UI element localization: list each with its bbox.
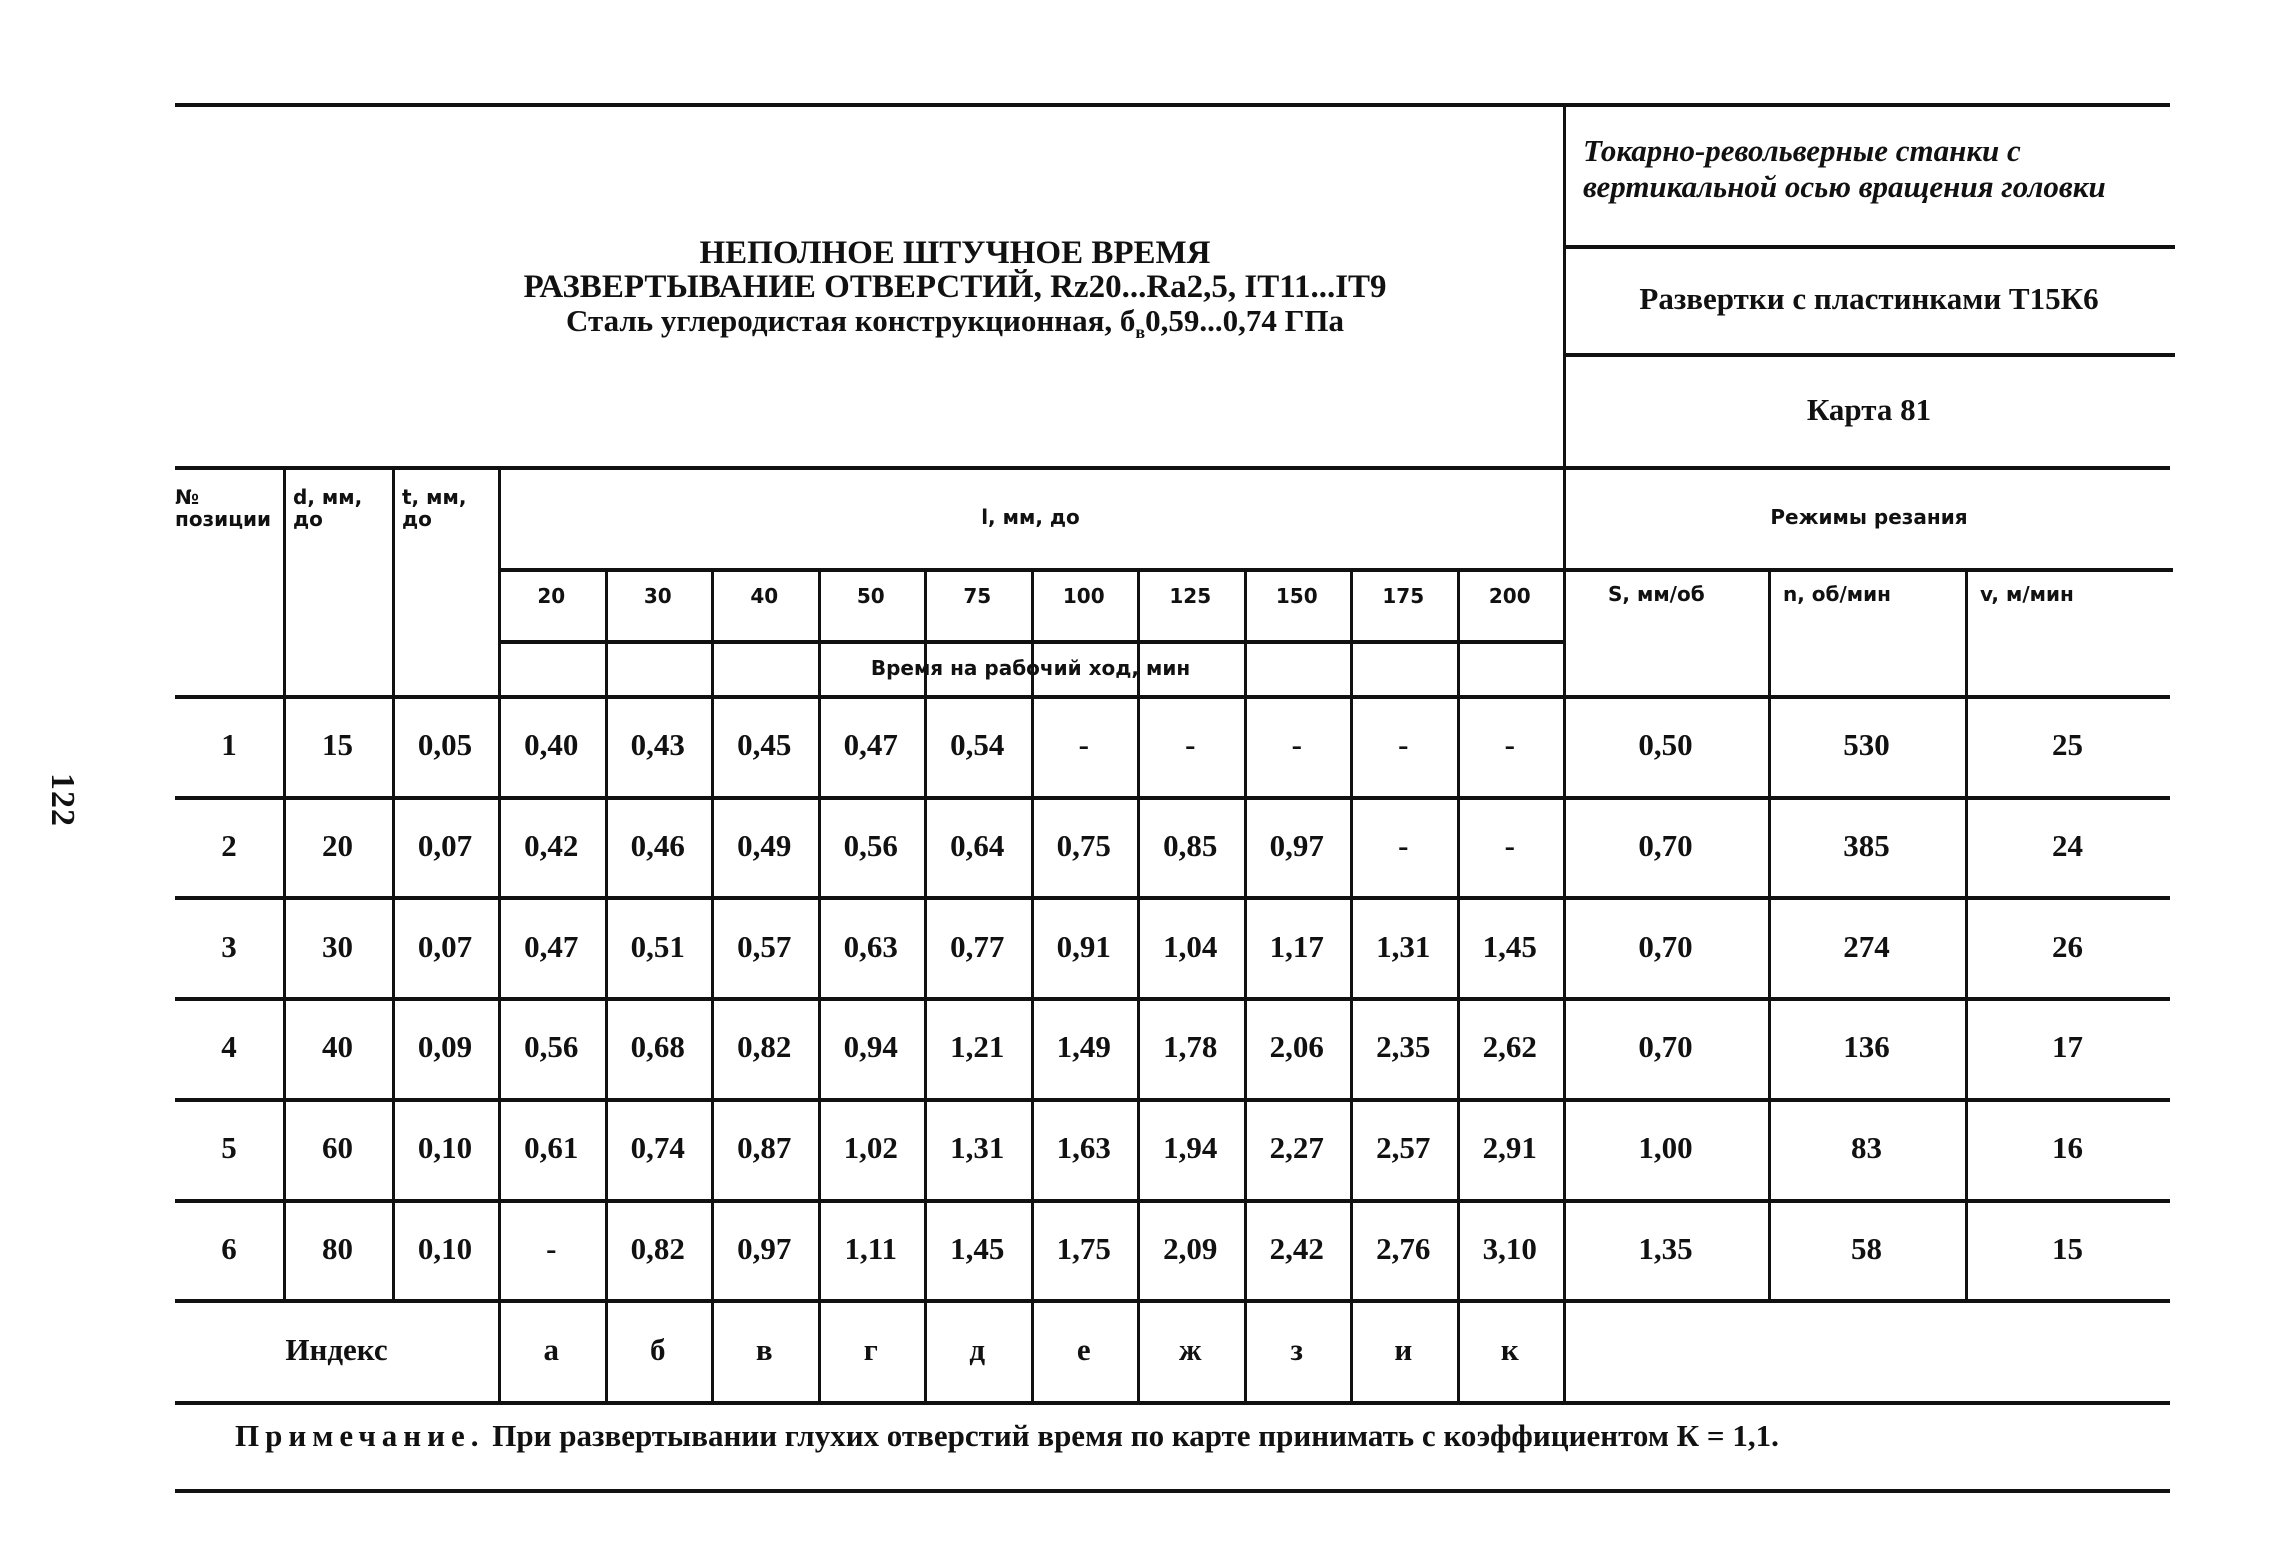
header-l-value: 50 bbox=[856, 583, 885, 608]
row-time: 1,45 bbox=[950, 1230, 1005, 1266]
row-position: 2 bbox=[221, 828, 237, 864]
title-line-2: РАЗВЕРТЫВАНИЕ ОТВЕРСТИЙ, Rz20...Ra2,5, IT11...IT9 bbox=[523, 269, 1387, 306]
rule-top bbox=[175, 103, 2170, 107]
header-position: № позиции bbox=[175, 485, 272, 531]
index-value: и bbox=[1394, 1332, 1413, 1368]
row-time: 2,06 bbox=[1269, 1029, 1324, 1065]
row-time: 0,97 bbox=[737, 1230, 792, 1266]
header-time: Время на рабочий ход, мин bbox=[870, 655, 1191, 680]
row-d: 80 bbox=[322, 1230, 353, 1266]
row-s: 0,70 bbox=[1638, 828, 1693, 864]
row-d: 20 bbox=[322, 828, 353, 864]
row-time: 0,56 bbox=[843, 828, 898, 864]
row-time: 1,21 bbox=[950, 1029, 1005, 1065]
row-time: 0,94 bbox=[843, 1029, 898, 1065]
row-time: 0,82 bbox=[737, 1029, 792, 1065]
row-time: 0,42 bbox=[524, 828, 579, 864]
header-l-value: 30 bbox=[643, 583, 672, 608]
row-time: 0,87 bbox=[737, 1130, 792, 1166]
row-time: - bbox=[546, 1230, 557, 1266]
header-d: d, мм, до bbox=[293, 485, 363, 531]
row-n: 385 bbox=[1843, 828, 1890, 864]
row-time: 0,47 bbox=[843, 727, 898, 763]
header-l-value: 150 bbox=[1275, 583, 1318, 608]
row-position: 1 bbox=[221, 727, 237, 763]
row-time: 0,63 bbox=[843, 928, 898, 964]
row-time: 0,43 bbox=[630, 727, 685, 763]
row-position: 4 bbox=[221, 1029, 237, 1065]
row-s: 0,70 bbox=[1638, 1029, 1693, 1065]
row-time: 0,49 bbox=[737, 828, 792, 864]
footnote-lead: Примечание. bbox=[235, 1418, 485, 1453]
row-time: 1,04 bbox=[1163, 928, 1218, 964]
header-n: n, об/мин bbox=[1783, 582, 1891, 606]
norm-table bbox=[175, 103, 2175, 1483]
row-d: 15 bbox=[322, 727, 353, 763]
footnote-text: При развертывании глухих отверстий время по карте принимать с коэффициентом К = 1,1. bbox=[484, 1418, 1779, 1453]
row-v: 26 bbox=[2052, 928, 2083, 964]
row-time: 2,09 bbox=[1163, 1230, 1218, 1266]
index-value: в bbox=[755, 1332, 773, 1368]
row-v: 16 bbox=[2052, 1130, 2083, 1166]
row-time: 2,91 bbox=[1482, 1130, 1537, 1166]
index-value: з bbox=[1290, 1332, 1303, 1368]
row-time: - bbox=[1398, 828, 1409, 864]
rule-bottom bbox=[175, 1401, 2170, 1405]
row-time: 0,82 bbox=[630, 1230, 685, 1266]
row-time: 0,77 bbox=[950, 928, 1005, 964]
row-time: - bbox=[1291, 727, 1302, 763]
row-time: 3,10 bbox=[1482, 1230, 1537, 1266]
row-time: 0,64 bbox=[950, 828, 1005, 864]
index-value: д bbox=[969, 1332, 986, 1368]
row-time: 0,40 bbox=[524, 727, 579, 763]
row-time: 0,74 bbox=[630, 1130, 685, 1166]
index-value: е bbox=[1076, 1332, 1091, 1368]
row-time: 1,49 bbox=[1056, 1029, 1111, 1065]
row-n: 136 bbox=[1843, 1029, 1890, 1065]
index-value: ж bbox=[1179, 1332, 1202, 1368]
row-time: 1,11 bbox=[844, 1230, 898, 1266]
row-time: 0,68 bbox=[630, 1029, 685, 1065]
row-d: 30 bbox=[322, 928, 353, 964]
header-l-value: 40 bbox=[750, 583, 779, 608]
row-time: 2,27 bbox=[1269, 1130, 1324, 1166]
header-t: t, мм, до bbox=[402, 485, 467, 531]
row-s: 0,50 bbox=[1638, 727, 1693, 763]
row-time: 1,78 bbox=[1163, 1029, 1218, 1065]
row-time: 2,57 bbox=[1376, 1130, 1431, 1166]
header-cutting-modes: Режимы резания bbox=[1770, 505, 1968, 529]
row-time: 1,94 bbox=[1163, 1130, 1218, 1166]
row-time: - bbox=[1185, 727, 1196, 763]
card-number: Карта 81 bbox=[1806, 391, 1932, 427]
header-l-value: 75 bbox=[963, 583, 992, 608]
row-time: 1,31 bbox=[950, 1130, 1005, 1166]
header-l-value: 125 bbox=[1169, 583, 1212, 608]
row-position: 5 bbox=[221, 1130, 237, 1166]
row-time: - bbox=[1398, 727, 1409, 763]
row-s: 0,70 bbox=[1638, 928, 1693, 964]
row-t: 0,10 bbox=[417, 1130, 473, 1166]
row-time: 0,61 bbox=[524, 1130, 579, 1166]
row-time: 1,17 bbox=[1269, 928, 1324, 964]
row-v: 24 bbox=[2052, 828, 2083, 864]
row-n: 83 bbox=[1851, 1130, 1882, 1166]
row-t: 0,05 bbox=[417, 727, 473, 763]
row-time: 0,57 bbox=[737, 928, 792, 964]
index-value: г bbox=[863, 1332, 878, 1368]
row-time: 0,46 bbox=[630, 828, 685, 864]
title-line-3: Сталь углеродистая конструкционная, $б_в0,59...0,74$ ГПа bbox=[566, 303, 1344, 343]
page-number: 122 bbox=[44, 773, 81, 827]
row-position: 3 bbox=[221, 928, 237, 964]
row-time: 1,63 bbox=[1056, 1130, 1111, 1166]
row-time: - bbox=[1504, 727, 1515, 763]
header-l: l, мм, до bbox=[981, 505, 1080, 529]
row-s: 1,35 bbox=[1638, 1230, 1693, 1266]
rule-note bbox=[175, 1489, 2170, 1493]
row-d: 60 bbox=[322, 1130, 353, 1166]
row-v: 25 bbox=[2052, 727, 2083, 763]
footnote bbox=[235, 1418, 1779, 1454]
row-time: 1,45 bbox=[1482, 928, 1537, 964]
row-time: 0,56 bbox=[524, 1029, 579, 1065]
row-time: 2,35 bbox=[1376, 1029, 1431, 1065]
header-l-value: 20 bbox=[537, 583, 566, 608]
row-v: 15 bbox=[2052, 1230, 2083, 1266]
tool-type: Развертки с пластинками Т15К6 bbox=[1639, 281, 2099, 316]
row-time: 1,31 bbox=[1376, 928, 1431, 964]
index-value: б bbox=[650, 1332, 666, 1368]
row-time: 0,85 bbox=[1163, 828, 1218, 864]
header-s: S, мм/об bbox=[1608, 582, 1705, 606]
row-time: 2,76 bbox=[1376, 1230, 1431, 1266]
row-time: - bbox=[1504, 828, 1515, 864]
table-title bbox=[175, 103, 1735, 483]
row-time: 2,62 bbox=[1482, 1029, 1537, 1065]
row-time: 1,75 bbox=[1056, 1230, 1111, 1266]
header-l-value: 200 bbox=[1488, 583, 1531, 608]
row-time: 0,97 bbox=[1269, 828, 1324, 864]
row-time: 1,02 bbox=[843, 1130, 898, 1166]
title-line-1: НЕПОЛНОЕ ШТУЧНОЕ ВРЕМЯ bbox=[699, 235, 1211, 272]
row-n: 530 bbox=[1843, 727, 1890, 763]
header-l-value: 100 bbox=[1062, 583, 1105, 608]
machine-type: Токарно-револьверные станки с вертикальной осью вращения головки bbox=[1583, 133, 2106, 204]
row-time: 0,91 bbox=[1056, 928, 1111, 964]
row-t: 0,07 bbox=[417, 828, 473, 864]
row-t: 0,09 bbox=[417, 1029, 473, 1065]
row-time: - bbox=[1078, 727, 1089, 763]
row-n: 58 bbox=[1851, 1230, 1882, 1266]
row-time: 0,75 bbox=[1056, 828, 1111, 864]
row-t: 0,07 bbox=[417, 928, 473, 964]
row-d: 40 bbox=[322, 1029, 353, 1065]
index-value: к bbox=[1500, 1332, 1519, 1368]
row-v: 17 bbox=[2052, 1029, 2083, 1065]
row-time: 0,45 bbox=[737, 727, 792, 763]
row-time: 0,51 bbox=[630, 928, 685, 964]
row-t: 0,10 bbox=[417, 1230, 473, 1266]
row-position: 6 bbox=[221, 1230, 237, 1266]
row-s: 1,00 bbox=[1638, 1130, 1693, 1166]
row-time: 2,42 bbox=[1269, 1230, 1324, 1266]
index-label: Индекс bbox=[285, 1332, 388, 1368]
index-value: а bbox=[543, 1332, 559, 1368]
header-v: v, м/мин bbox=[1980, 582, 2074, 606]
header-l-value: 175 bbox=[1382, 583, 1425, 608]
row-time: 0,54 bbox=[950, 727, 1005, 763]
row-n: 274 bbox=[1843, 928, 1890, 964]
row-time: 0,47 bbox=[524, 928, 579, 964]
